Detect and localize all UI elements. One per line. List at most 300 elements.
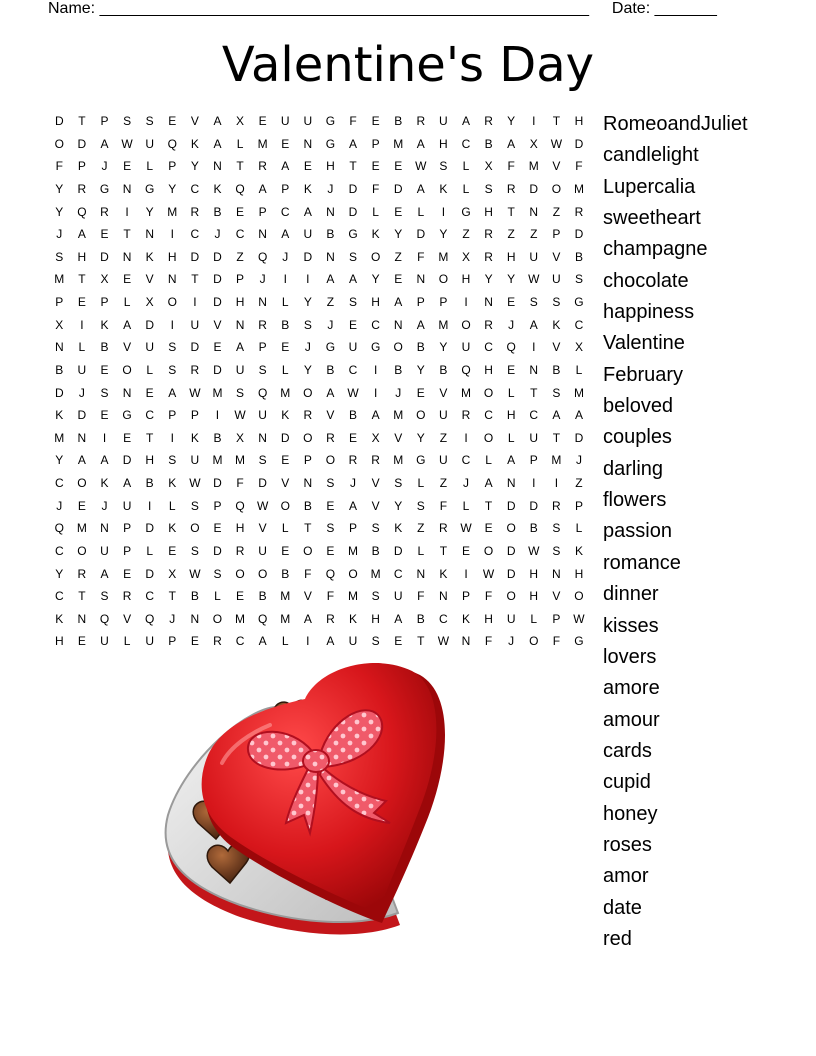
grid-cell: O (438, 272, 449, 287)
grid-cell: N (122, 181, 132, 196)
grid-cell: H (145, 453, 154, 468)
grid-cell: H (574, 114, 584, 128)
grid-cell: C (439, 611, 448, 626)
grid-cell: S (55, 249, 64, 264)
grid-cell: J (350, 476, 357, 490)
grid-cell: Z (439, 430, 448, 445)
grid-cell: L (281, 295, 289, 309)
grid-cell: H (235, 521, 245, 536)
grid-cell: R (326, 430, 335, 445)
grid-cell: P (552, 611, 561, 626)
grid-cell: U (258, 408, 267, 423)
grid-cell: P (529, 453, 538, 468)
grid-cell: I (215, 408, 220, 423)
grid-cell: O (303, 385, 313, 400)
grid-cell: Y (439, 340, 448, 355)
grid-cell: B (326, 362, 335, 377)
grid-cell: A (326, 385, 335, 400)
grid-cell: Q (54, 521, 64, 536)
grid-cell: Z (417, 521, 425, 536)
grid-cell: F (417, 589, 425, 604)
grid-cell: M (438, 317, 449, 332)
grid-cell: S (236, 385, 245, 400)
grid-cell: P (123, 543, 132, 558)
grid-cell: I (80, 317, 84, 332)
grid-cell: U (145, 340, 154, 355)
grid-cell: N (77, 430, 87, 445)
grid-cell: E (394, 272, 403, 287)
grid-cell: F (484, 589, 493, 604)
grid-cell: L (507, 385, 515, 400)
grid-cell: D (77, 408, 87, 423)
grid-cell: R (213, 634, 222, 649)
grid-cell: R (100, 204, 109, 219)
grid-cell: T (552, 430, 561, 445)
grid-cell: T (123, 227, 131, 242)
grid-cell: Z (439, 476, 448, 490)
name-blank[interactable]: _______________________________________________________ (99, 0, 589, 17)
grid-cell: M (438, 249, 449, 264)
grid-cell: T (168, 589, 176, 604)
grid-cell: E (213, 521, 222, 536)
grid-cell: P (258, 204, 267, 219)
grid-cell: L (281, 362, 289, 377)
grid-cell: E (123, 159, 132, 174)
grid-cell: E (123, 430, 132, 445)
grid-cell: B (303, 498, 312, 513)
grid-cell: H (77, 249, 87, 264)
grid-cell: H (235, 295, 245, 309)
grid-cell: O (370, 249, 381, 264)
grid-cell: E (461, 543, 470, 558)
grid-cell: H (506, 408, 516, 423)
grid-cell: N (167, 272, 177, 287)
grid-cell: W (415, 159, 427, 174)
word-list-item: sweetheart (603, 207, 701, 230)
grid-cell: O (529, 634, 539, 649)
grid-cell: D (213, 295, 222, 309)
grid-cell: A (213, 114, 222, 128)
word-list-item: kisses (603, 614, 659, 637)
grid-cell: H (529, 589, 539, 604)
grid-cell: L (123, 634, 131, 649)
grid-cell: H (326, 159, 335, 174)
grid-cell: S (326, 476, 335, 490)
grid-cell: N (393, 317, 403, 332)
grid-cell: C (280, 204, 290, 219)
grid-cell: A (394, 611, 403, 626)
grid-cell: O (54, 136, 64, 151)
grid-cell: A (326, 634, 335, 649)
grid-cell: B (145, 476, 154, 490)
grid-cell: M (54, 430, 65, 445)
grid-cell: C (461, 453, 471, 468)
grid-cell: G (99, 181, 110, 196)
grid-cell: U (529, 249, 539, 264)
grid-cell: N (529, 362, 539, 377)
grid-cell: K (439, 181, 448, 196)
grid-cell: J (214, 227, 221, 242)
grid-cell: N (258, 295, 267, 309)
grid-cell: A (349, 136, 358, 151)
grid-cell: O (325, 453, 336, 468)
grid-cell: S (394, 476, 403, 490)
grid-cell: E (371, 114, 380, 128)
grid-cell: D (280, 430, 290, 445)
grid-cell: H (574, 566, 584, 581)
grid-cell: A (258, 634, 267, 649)
word-list-item: date (603, 896, 642, 919)
grid-cell: U (393, 589, 403, 604)
grid-cell: L (78, 340, 86, 355)
grid-cell: S (168, 453, 177, 468)
grid-cell: D (213, 362, 222, 377)
grid-cell: E (145, 385, 154, 400)
grid-cell: L (417, 204, 425, 219)
grid-cell: K (303, 181, 312, 196)
grid-cell: D (77, 136, 87, 151)
grid-cell: W (482, 566, 495, 581)
grid-cell: Y (507, 272, 516, 287)
grid-cell: N (213, 159, 222, 174)
grid-cell: Z (507, 227, 515, 242)
grid-cell: A (258, 181, 267, 196)
grid-cell: D (393, 543, 403, 558)
grid-cell: A (574, 408, 583, 423)
grid-cell: W (189, 476, 201, 490)
grid-cell: E (100, 227, 109, 242)
grid-cell: U (348, 340, 358, 355)
grid-cell: G (370, 340, 381, 355)
grid-cell: Z (462, 227, 470, 242)
grid-row (48, 268, 590, 291)
grid-cell: U (439, 114, 448, 128)
grid-cell: Y (416, 362, 425, 377)
grid-cell: K (552, 317, 561, 332)
grid-cell: Y (55, 566, 64, 581)
grid-cell: P (190, 408, 199, 423)
grid-cell: V (145, 272, 154, 287)
grid-cell: N (122, 385, 132, 400)
grid-cell: C (348, 362, 358, 377)
grid-cell: H (54, 634, 64, 649)
grid-cell: A (168, 385, 177, 400)
grid-cell: S (371, 521, 380, 536)
word-list-item: darling (603, 457, 664, 480)
grid-cell: K (190, 136, 199, 151)
grid-cell: P (236, 272, 245, 287)
grid-cell: O (416, 408, 426, 423)
grid-cell: Y (416, 430, 425, 445)
grid-cell: M (393, 408, 404, 423)
grid-cell: X (371, 430, 380, 445)
grid-cell: B (281, 317, 290, 332)
grid-cell: V (281, 476, 290, 490)
grid-cell: N (122, 249, 132, 264)
grid-cell: D (54, 114, 64, 128)
grid-cell: E (213, 340, 222, 355)
grid-cell: O (303, 430, 313, 445)
grid-cell: S (100, 589, 109, 604)
grid-cell: D (574, 227, 584, 242)
grid-cell: A (349, 272, 358, 287)
grid-cell: O (303, 543, 313, 558)
grid-cell: F (552, 634, 561, 649)
grid-cell: I (554, 476, 559, 490)
grid-cell: J (78, 385, 85, 400)
grid-cell: P (168, 634, 177, 649)
word-list-item: amor (603, 865, 649, 888)
grid-cell: P (574, 498, 583, 513)
grid-cell: F (439, 498, 448, 513)
grid-cell: L (168, 498, 176, 513)
grid-cell: B (439, 362, 448, 377)
grid-cell: I (464, 295, 468, 309)
grid-cell: G (416, 453, 426, 468)
grid-cell: D (393, 181, 403, 196)
grid-cell: M (54, 272, 65, 287)
grid-cell: L (462, 181, 470, 196)
grid-cell: K (394, 521, 403, 536)
grid-cell: E (258, 114, 267, 128)
grid-cell: R (122, 589, 132, 604)
grid-cell: U (506, 611, 516, 626)
grid-cell: J (259, 272, 266, 287)
grid-cell: L (485, 453, 492, 468)
grid-cell: K (55, 408, 64, 423)
grid-cell: E (236, 589, 245, 604)
grid-cell: O (348, 566, 358, 581)
grid-cell: S (190, 498, 199, 513)
grid-cell: Z (575, 476, 583, 490)
grid-cell: L (146, 543, 154, 558)
grid-cell: B (394, 114, 403, 128)
grid-cell: H (461, 272, 471, 287)
grid-cell: N (54, 340, 64, 355)
grid-cell: B (281, 566, 290, 581)
grid-cell: E (484, 521, 493, 536)
grid-cell: B (213, 204, 222, 219)
name-label: Name: (48, 0, 96, 17)
grid-row (48, 291, 590, 314)
word-list-item: February (603, 363, 684, 386)
word-list-item: romance (603, 551, 681, 574)
grid-cell: N (439, 589, 448, 604)
grid-cell: I (532, 340, 536, 355)
grid-cell: M (393, 453, 404, 468)
grid-cell: N (416, 566, 426, 581)
grid-cell: U (122, 498, 132, 513)
grid-cell: L (417, 476, 425, 490)
grid-cell: Q (461, 362, 471, 377)
grid-cell: K (574, 543, 583, 558)
grid-row (48, 246, 590, 269)
word-list-item: champagne (603, 238, 708, 261)
grid-cell: T (439, 543, 448, 558)
word-list (603, 109, 748, 955)
grid-cell: S (123, 114, 132, 128)
grid-cell: T (304, 521, 312, 536)
grid-cell: P (100, 295, 109, 309)
grid-cell: O (122, 362, 132, 377)
grid-cell: W (550, 136, 563, 151)
grid-cell: D (416, 227, 426, 242)
grid-cell: N (416, 272, 426, 287)
grid-cell: A (529, 317, 538, 332)
grid-cell: N (258, 227, 267, 242)
grid-cell: X (168, 566, 177, 581)
grid-cell: M (460, 385, 471, 400)
grid-cell: B (574, 249, 583, 264)
grid-cell: A (507, 453, 516, 468)
grid-cell: U (303, 227, 313, 242)
grid-cell: J (56, 498, 63, 513)
grid-cell: Z (236, 249, 244, 264)
grid-cell: G (325, 114, 336, 128)
grid-cell: X (55, 317, 64, 332)
grid-cell: E (77, 295, 86, 309)
grid-row (48, 382, 590, 405)
grid-cell: D (122, 453, 132, 468)
grid-cell: I (125, 204, 129, 219)
word-list-item: cards (603, 739, 652, 762)
grid-cell: V (190, 114, 199, 128)
grid-cell: D (190, 340, 200, 355)
grid-cell: X (529, 136, 538, 151)
grid-cell: I (373, 385, 378, 400)
grid-cell: L (575, 521, 583, 536)
grid-cell: O (506, 589, 516, 604)
grid-cell: O (167, 295, 177, 309)
header-fields (48, 0, 717, 18)
grid-cell: L (462, 159, 470, 174)
grid-cell: J (282, 249, 289, 264)
grid-cell: D (213, 272, 222, 287)
grid-cell: E (168, 543, 177, 558)
grid-cell: P (213, 498, 222, 513)
grid-cell: P (100, 114, 109, 128)
grid-cell: F (55, 159, 63, 174)
grid-cell: E (100, 362, 109, 377)
grid-cell: O (212, 611, 223, 626)
grid-row (48, 110, 590, 133)
grid-cell: O (483, 385, 494, 400)
grid-cell: Y (303, 362, 312, 377)
grid-cell: R (574, 204, 584, 219)
grid-cell: M (212, 453, 223, 468)
grid-cell: T (530, 385, 538, 400)
grid-cell: S (190, 543, 199, 558)
grid-cell: E (123, 272, 132, 287)
grid-cell: A (77, 453, 86, 468)
grid-cell: Z (552, 204, 561, 219)
grid-cell: J (462, 476, 469, 490)
grid-row (48, 540, 590, 563)
grid-cell: F (507, 159, 515, 174)
word-list-item: candlelight (603, 144, 699, 167)
grid-cell: N (484, 295, 493, 309)
grid-cell: S (552, 543, 561, 558)
grid-cell: M (528, 159, 539, 174)
grid-cell: H (484, 362, 493, 377)
grid-cell: K (461, 611, 470, 626)
word-list-item: happiness (603, 301, 695, 324)
grid-cell: H (484, 611, 493, 626)
grid-cell: D (506, 566, 516, 581)
grid-cell: Z (326, 295, 335, 309)
grid-cell: M (573, 385, 584, 400)
grid-cell: L (462, 498, 470, 513)
grid-cell: V (258, 521, 267, 536)
grid-cell: X (236, 114, 245, 128)
grid-cell: E (349, 430, 358, 445)
grid-cell: Q (235, 498, 245, 513)
grid-cell: E (394, 204, 403, 219)
grid-cell: M (348, 543, 359, 558)
grid-cell: B (190, 589, 199, 604)
grid-cell: P (349, 521, 358, 536)
grid-cell: R (190, 362, 200, 377)
grid-cell: O (506, 521, 516, 536)
grid-cell: I (464, 430, 468, 445)
grid-row (48, 404, 590, 427)
grid-cell: P (77, 159, 86, 174)
grid-row (48, 359, 590, 382)
grid-cell: S (258, 453, 267, 468)
grid-cell: D (506, 498, 516, 513)
grid-cell: O (77, 476, 87, 490)
grid-cell: P (55, 295, 64, 309)
grid-row (48, 314, 590, 337)
heart-shaped-chocolate-box-icon (150, 655, 470, 945)
grid-cell: A (371, 408, 380, 423)
grid-cell: F (304, 566, 312, 581)
grid-cell: D (190, 249, 200, 264)
grid-cell: K (213, 181, 222, 196)
grid-cell: N (326, 204, 335, 219)
grid-cell: A (100, 566, 109, 581)
grid-cell: E (326, 543, 335, 558)
date-blank[interactable]: _______ (654, 0, 717, 17)
grid-cell: O (551, 181, 562, 196)
grid-cell: Y (145, 204, 154, 219)
grid-cell: U (235, 362, 245, 377)
grid-cell: A (236, 340, 245, 355)
grid-cell: D (213, 249, 222, 264)
grid-cell: I (193, 295, 197, 309)
grid-cell: L (575, 362, 583, 377)
grid-cell: M (348, 589, 359, 604)
grid-cell: L (123, 295, 131, 309)
grid-cell: Q (145, 611, 155, 626)
grid-cell: A (123, 476, 132, 490)
grid-row (48, 563, 590, 586)
grid-cell: P (123, 521, 132, 536)
grid-cell: R (506, 181, 516, 196)
grid-cell: U (145, 136, 154, 151)
grid-cell: Y (484, 272, 493, 287)
grid-cell: U (461, 340, 471, 355)
grid-cell: I (464, 566, 468, 581)
grid-cell: N (100, 521, 109, 536)
grid-cell: A (100, 136, 109, 151)
grid-cell: R (326, 611, 335, 626)
grid-cell: G (325, 340, 336, 355)
grid-cell: U (348, 634, 358, 649)
grid-cell: R (303, 408, 313, 423)
word-list-item: roses (603, 833, 652, 856)
grid-cell: A (100, 453, 109, 468)
